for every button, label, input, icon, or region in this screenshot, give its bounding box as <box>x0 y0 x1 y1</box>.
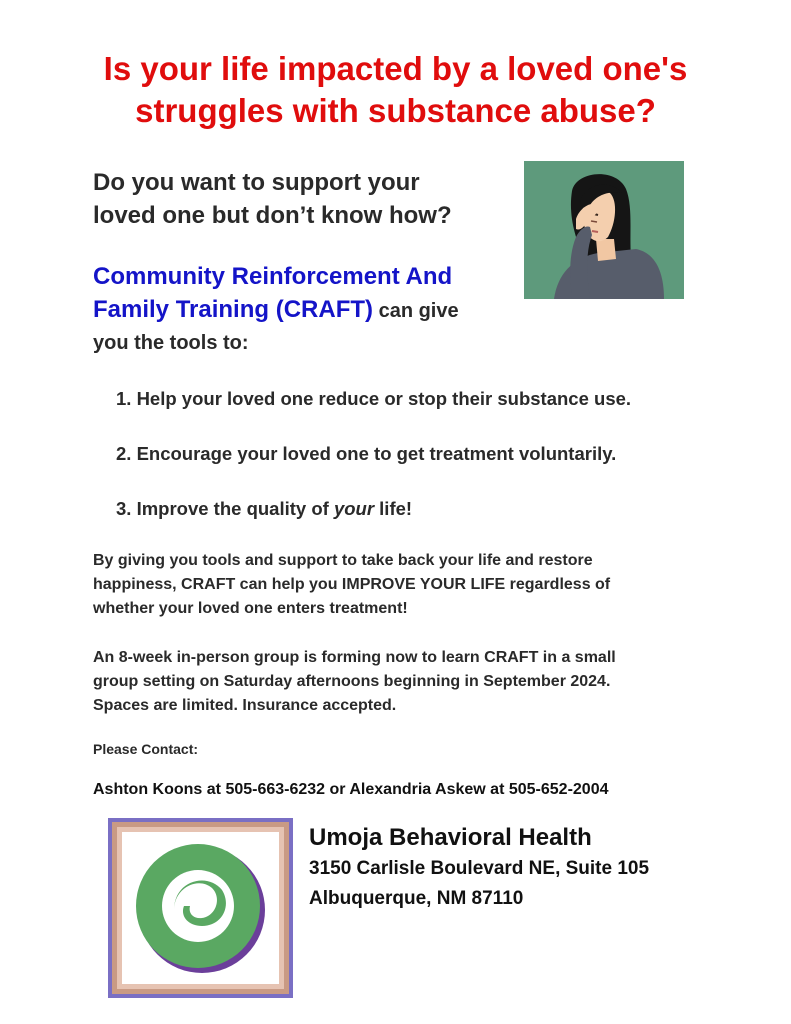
benefits-line-1: By giving you tools and support to take back your life and restore <box>93 552 593 569</box>
craft-name-line-2: Family Training (CRAFT) <box>93 296 374 323</box>
organization-name: Umoja Behavioral Health <box>309 824 592 851</box>
headline <box>0 48 791 132</box>
stressed-woman-illustration <box>524 161 684 299</box>
organization-block <box>309 822 649 914</box>
organization-address-line-1: 3150 Carlisle Boulevard NE, Suite 105 <box>309 858 650 879</box>
goal-item: 3. Improve the quality of your life! <box>116 498 413 519</box>
group-line-1: An 8-week in-person group is forming now to learn CRAFT in a small <box>93 649 616 666</box>
craft-name-line-1: Community Reinforcement And <box>93 263 453 290</box>
benefits-line-2: happiness, CRAFT can help you IMPROVE YOUR LIFE regardless of <box>93 576 611 593</box>
organization-address-line-2: Albuquerque, NM 87110 <box>309 888 524 909</box>
intro-tail-1: can give <box>373 300 459 322</box>
group-paragraph <box>93 646 703 718</box>
woman-holding-head-icon <box>524 161 684 299</box>
support-question <box>93 166 513 232</box>
question-line-1: Do you want to support your <box>93 169 420 196</box>
craft-goals-list <box>116 384 631 549</box>
headline-line-1: Is your life impacted by a loved one's <box>103 50 688 87</box>
contact-label: Please Contact: <box>93 741 199 757</box>
goal-item: 1. Help your loved one reduce or stop their substance use. <box>116 388 632 409</box>
contact-details: Ashton Koons at 505-663-6232 or Alexandria Askew at 505-652-2004 <box>93 781 609 798</box>
goal-emphasis: your <box>333 498 375 519</box>
intro-tail-2: you the tools to: <box>93 332 249 354</box>
group-line-2: group setting on Saturday afternoons beginning in September 2024. <box>93 673 611 690</box>
benefits-line-3: whether your loved one enters treatment! <box>93 600 408 617</box>
benefits-paragraph <box>93 549 703 621</box>
goal-item: 2. Encourage your loved one to get treatment voluntarily. <box>116 443 617 464</box>
group-line-3: Spaces are limited. Insurance accepted. <box>93 697 397 714</box>
umoja-swirl-icon <box>108 818 293 998</box>
headline-line-2: struggles with substance abuse? <box>135 92 656 129</box>
craft-intro <box>93 261 513 359</box>
question-line-2: loved one but don’t know how? <box>93 202 452 229</box>
umoja-logo <box>108 818 293 998</box>
